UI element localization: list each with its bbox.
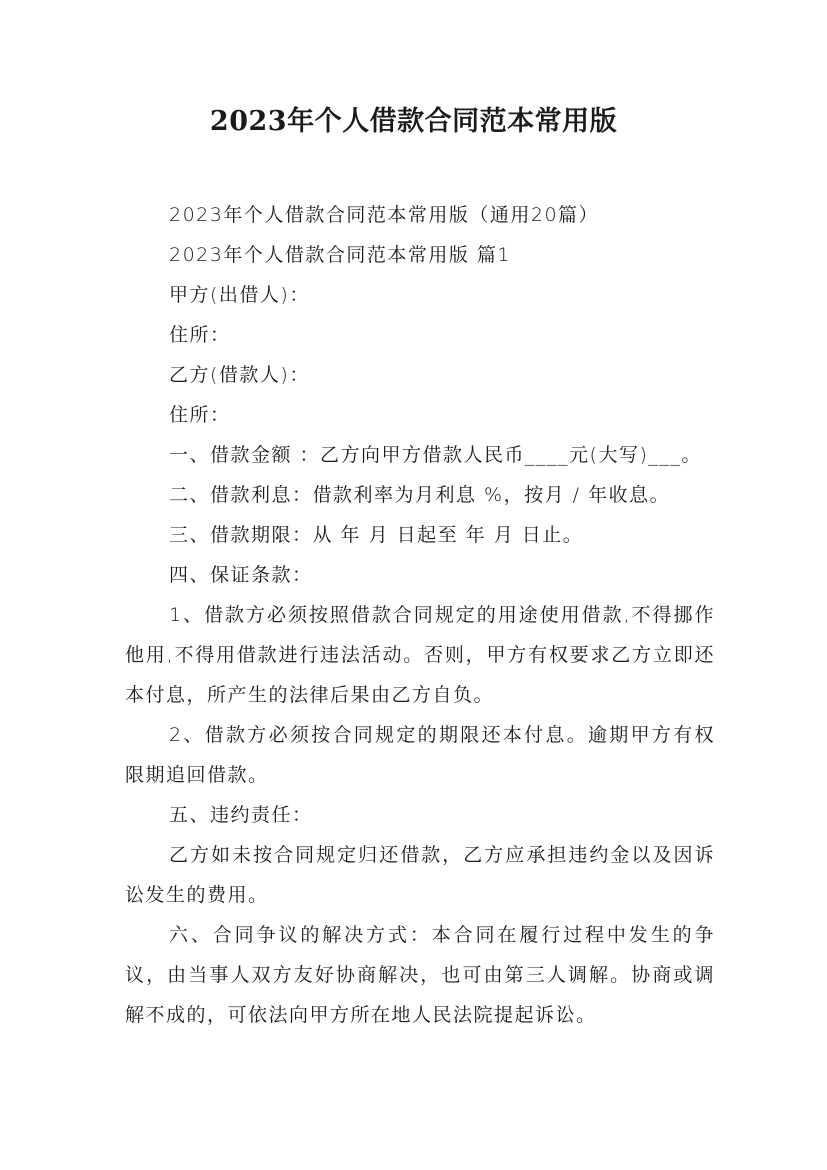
paragraph-section-heading: 2023年个人借款合同范本常用版 篇1 xyxy=(169,244,511,266)
paragraph-breach-heading: 五、违约责任： xyxy=(169,804,313,826)
paragraph-party-a-address: 住所： xyxy=(169,324,231,346)
paragraph-party-b-address: 住所： xyxy=(169,404,231,426)
paragraph-loan-interest: 二、借款利息：借款利率为月利息 %，按月 / 年收息。 xyxy=(169,484,671,506)
document-title: 2023年个人借款合同范本常用版 xyxy=(209,106,618,137)
paragraph-guarantee-heading: 四、保证条款： xyxy=(169,564,313,586)
paragraph-guarantee-1: 1、借款方必须按照借款合同规定的用途使用借款,不得挪作他用,不得用借款进行违法活动。否则，甲方有权要求乙方立即还本付息，所产生的法律后果由乙方自负。 xyxy=(125,604,715,706)
paragraph-loan-amount: 一、借款金额 ：乙方向甲方借款人民币____元(大写)___。 xyxy=(169,444,702,466)
paragraph-guarantee-2: 2、借款方必须按合同规定的期限还本付息。逾期甲方有权限期追回借款。 xyxy=(125,724,715,786)
paragraph-party-b: 乙方(借款人)： xyxy=(169,364,310,386)
paragraph-loan-term: 三、借款期限：从 年 月 日起至 年 月 日止。 xyxy=(169,524,584,546)
document-body xyxy=(125,195,715,1035)
paragraph-party-a: 甲方(出借人)： xyxy=(169,284,310,306)
paragraph-subtitle: 2023年个人借款合同范本常用版（通用20篇） xyxy=(169,204,600,226)
paragraph-dispute-resolution: 六、合同争议的解决方式：本合同在履行过程中发生的争议，由当事人双方友好协商解决，也可由第三人调解。协商或调解不成的，可依法向甲方所在地人民法院提起诉讼。 xyxy=(125,924,715,1026)
paragraph-breach-terms: 乙方如未按合同规定归还借款，乙方应承担违约金以及因诉讼发生的费用。 xyxy=(125,844,715,906)
